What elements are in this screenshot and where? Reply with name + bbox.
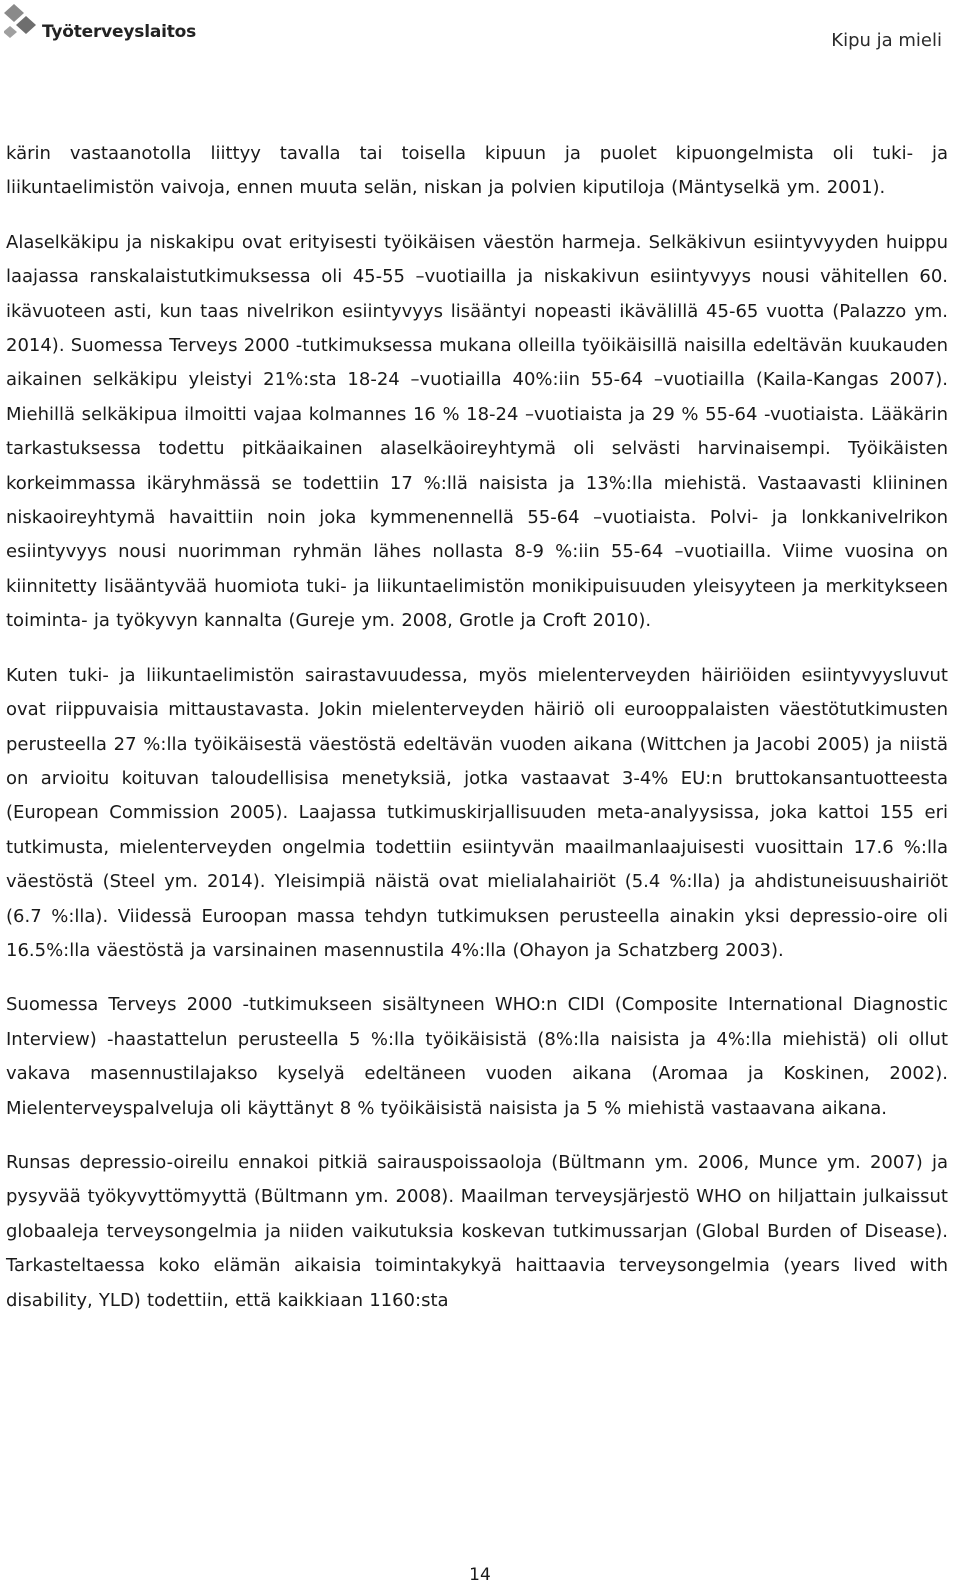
page-header [0,0,960,70]
paragraph: Suomessa Terveys 2000 -tutkimukseen sisältyneen WHO:n CIDI (Composite International Diagnostic Interview) -haastattelun perusteella 5 %:lla työikäisistä (8%:lla naisista ja 4%:lla miehistä) oli ollut vakava masennustilajakso kyselyä edeltäneen vuoden aikana (Aromaa ja Koskinen, 2002). Mielenterveyspalveluja oli käyttänyt 8 % työikäisistä naisista ja 5 % miehistä vastaavana aikana. [6,994,948,1119]
page-number: 14 [469,1565,491,1585]
organization-name: Työterveyslaitos [42,22,197,42]
running-title: Kipu ja mieli [831,30,942,51]
paragraph: kärin vastaanotolla liittyy tavalla tai toisella kipuun ja puolet kipuongelmista oli tuki- ja liikuntaelimistön vaivoja, ennen muuta selän, niskan ja polvien kiputiloja (Mäntyselkä ym. 2001). [6,143,948,199]
body-text [6,137,948,1338]
organization-logo [4,2,196,46]
paragraph: Runsas depressio-oireilu ennakoi pitkiä sairauspoissaoloja (Bültmann ym. 2006, Munce ym. 2007) ja pysyvää työkyvyttömyyttä (Bültmann ym. 2008). Maailman terveysjärjestö WHO on hiljattain julkaissut globaaleja terveysongelmia ja niiden vaikutuksia koskevan tutkimussarjan (Global Burden of Disease). Tarkasteltaessa koko elämän aikaisia toimintakykyä haittaavia terveysongelmia (years lived with disability, YLD) todettiin, että kaikkiaan 1160:sta [6,1151,948,1311]
logo-mark-icon [4,2,44,46]
paragraph: Kuten tuki- ja liikuntaelimistön sairastavuudessa, myös mielenterveyden häiriöiden esiintyvyysluvut ovat riippuvaisia mittaustavasta. Jokin mielenterveyden häiriö oli eurooppalaisten väestötutkimusten perusteella 27 %:lla työikäisestä väestöstä edeltävän vuoden aikana (Wittchen ja Jacobi 2005) ja niistä on arvioitu koituvan taloudellisisa menetyksiä, jotka vastaavat 3-4% EU:n bruttokansantuotteesta (European Commission 2005). Laajassa tutkimuskirjallisuuden meta-analyysissa, joka kattoi 155 eri tutkimusta, mielenterveyden ongelmia todettiin esiintyvän maailmanlaajuisesti vuosittain 17.6 %:lla väestöstä (Steel ym. 2014). Yleisimpiä näistä ovat mielialahairiöt (5.4 %:lla) ja ahdistuneisuushairiöt (6.7 %:lla). Viidessä Euroopan massa tehdyn tutkimuksen perusteella ainakin yksi depressio-oire oli 16.5%:lla väestöstä ja varsinainen masennustila 4%:lla (Ohayon ja Schatzberg 2003). [6,664,948,961]
paragraph: Alaselkäkipu ja niskakipu ovat erityisesti työikäisen väestön harmeja. Selkäkivun esiintyvyyden huippu laajassa ranskalaistutkimuksessa oli 45-55 –vuotiailla ja niskakivun esiintyvyys nousi vähitellen 60. ikävuoteen asti, kun taas nivelrikon esiintyvyys lisääntyi nopeasti ikävälillä 45-65 vuotta (Palazzo ym. 2014). Suomessa Terveys 2000 -tutkimuksessa mukana olleilla työikäisillä naisilla edeltävän kuukauden aikainen selkäkipu yleistyi 21%:sta 18-24 –vuotiailla 40%:iin 55-64 –vuotiailla (Kaila-Kangas 2007). Miehillä selkäkipua ilmoitti vajaa kolmannes 16 % 18-24 –vuotiaista ja 29 % 55-64 -vuotiaista. Lääkärin tarkastuksessa todettu pitkäaikainen alaselkäoireyhtymä oli selvästi harvinaisempi. Työikäisten korkeimmassa ikäryhmässä se todettiin 17 %:llä naisista ja 13%:lla miehistä. Vastaavasti kliininen niskaoireyhtymä havaittiin noin joka kymmenennellä 55-64 –vuotiaista. Polvi- ja lonkkanivelrikon esiintyvyys nousi nuorimman ryhmän lähes nollasta 8-9 %:iin 55-64 –vuotiailla. Viime vuosina on kiinnitetty lisääntyvää huomiota tuki- ja liikuntaelimistön monikipuisuuden yleisyyteen ja merkitykseen toiminta- ja työkyvyn kannalta (Gureje ym. 2008, Grotle ja Croft 2010). [6,231,948,632]
